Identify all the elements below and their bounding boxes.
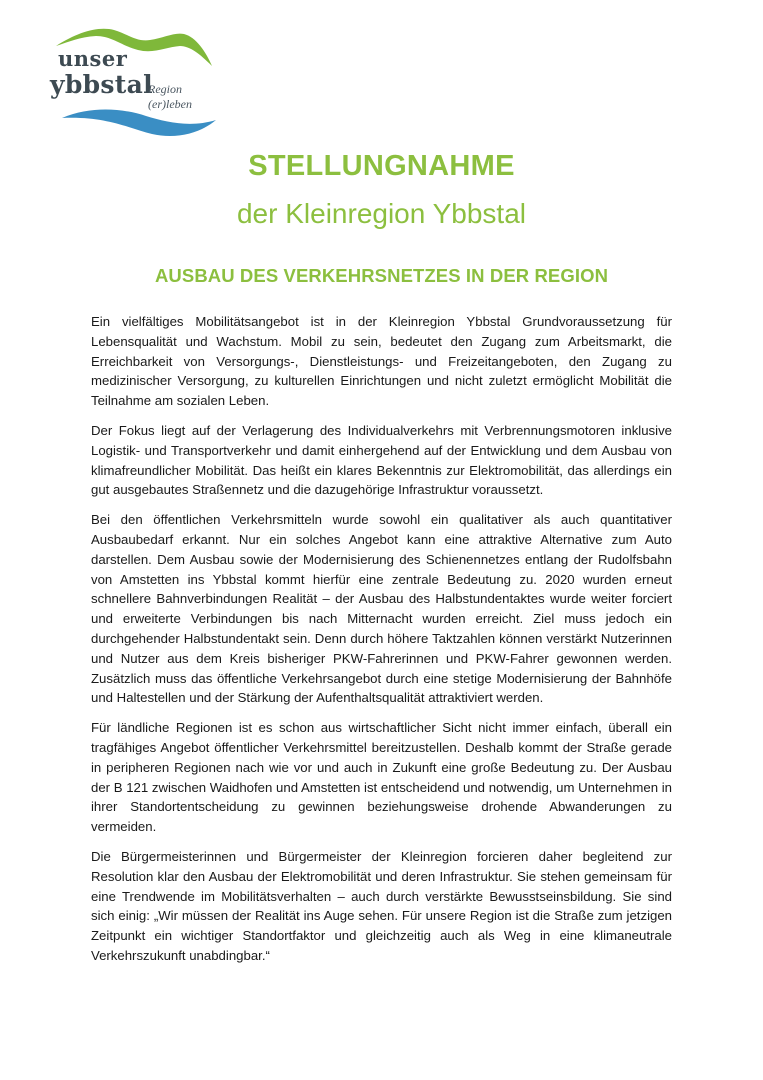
logo-word-unser: unser (58, 46, 128, 71)
logo-tagline-erleben: (er)leben (148, 97, 192, 111)
section-heading: AUSBAU DES VERKEHRSNETZES IN DER REGION (154, 265, 609, 286)
paragraph-4: Für ländliche Regionen ist es schon aus wirtschaftlicher Sicht nicht immer einfach, überall ein tragfähiges Angebot öffentlicher Verkehrsmittel bereitzustellen. Deshalb kommt der Straße gerade in peripheren Regionen nach wie vor und auch in Zukunft eine große Bedeutung zu. Der Ausbau der B 121 zwischen Waidhofen und Amstetten ist entscheidend und notwendig, um Unternehmen in ihrer Standortentscheidung zu gewinnen beziehungsweise drohende Abwanderungen zu vermeiden. (91, 720, 672, 835)
paragraph-5: Die Bürgermeisterinnen und Bürgermeister der Kleinregion forcieren daher begleitend zur Resolution klar den Ausbau der Elektromobilität und deren Infrastruktur. Sie stehen gemeinsam für eine Trendwende im Mobilitätsverhalten – auch durch verstärkte Bewusstseinsbildung. Sie sind sich einig: „Wir müssen der Realität ins Auge sehen. Für unsere Region ist die Straße zum jetzigen Zeitpunkt ein wichtiger Standortfaktor und gleichzeitig auch als Weg in eine klimaneutrale Verkehrszukunft unabdingbar.“ (91, 848, 672, 963)
document-body (91, 312, 672, 976)
paragraph-3: Bei den öffentlichen Verkehrsmitteln wurde sowohl ein qualitativer als auch quantitativer Ausbaubedarf erkannt. Nur ein solches Angebot kann eine attraktive Alternative zum Auto darstellen. Dem Ausbau sowie der Modernisierung des Schienennetzes entlang der Rudolfsbahn von Amstetten ins Ybbstal kommt hierfür eine zentrale Bedeutung zu. 2020 wurden erneut schnellere Bahnverbindungen Realität – der Ausbau des Halbstundentaktes wurde weiter forciert und erweiterte Verbindungen bis nach Mitternacht wurden erreicht. Ziel muss jedoch ein durchgehender Halbstundentakt sein. Denn durch höhere Taktzahlen können verstärkt Nutzerinnen und Nutzer aus dem Kreis bisheriger PKW-Fahrerinnen und PKW-Fahrer gewonnen werden. Zusätzlich muss das öffentliche Verkehrsangebot durch eine stetige Modernisierung der Bahnhöfe und Haltestellen und der Stärkung der Aufenthaltsqualität attraktiviert werden. (91, 512, 672, 706)
paragraph-2: Der Fokus liegt auf der Verlagerung des Individualverkehrs mit Verbrennungsmotoren inklusive Logistik- und Transportverkehr und damit einhergehend auf der Entwicklung und dem Ausbau von klimafreundlicher Mobilität. Das heißt ein klares Bekenntnis zur Elektromobilität, das allerdings ein gut ausgebautes Straßennetz und die dazugehörige Infrastruktur voraussetzt. (91, 422, 672, 498)
logo-word-ybbstal: ybbstal (50, 70, 153, 99)
document-title: STELLUNGNAHME (248, 150, 515, 182)
logo-blue-wave (62, 110, 216, 137)
document-subtitle: der Kleinregion Ybbstal (236, 198, 526, 229)
paragraph-1: Ein vielfältiges Mobilitätsangebot ist in der Kleinregion Ybbstal Grundvoraussetzung für Lebensqualität und Wachstum. Mobil zu sein, bedeutet den Zugang zum Arbeitsmarkt, die Erreichbarkeit von Versorgungs-, Dienstleistungs- und Freizeitangeboten, den Zugang zu medizinischer Versorgung, zu kulturellen Einrichtungen und nicht zuletzt ermöglicht Mobilität die Teilnahme am sozialen Leben. (91, 314, 672, 409)
unser-ybbstal-logo (50, 22, 220, 142)
logo-tagline-region: Region (148, 82, 182, 96)
